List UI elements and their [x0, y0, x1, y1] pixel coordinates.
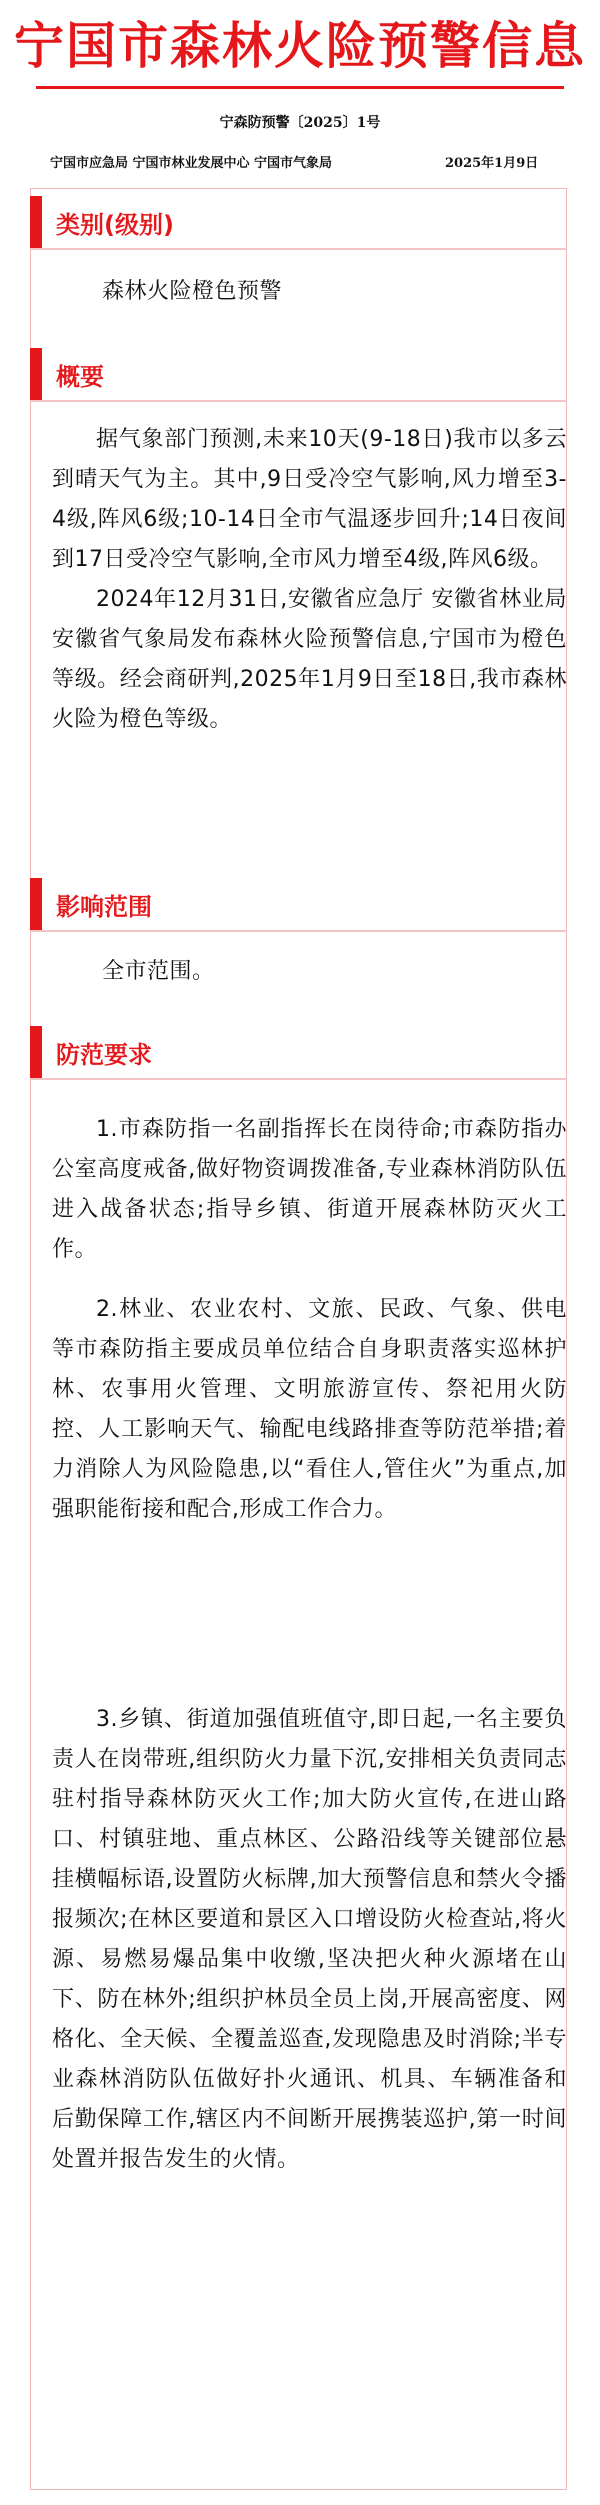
section-header-summary: [30, 348, 567, 402]
section-title: 防范要求: [56, 1041, 152, 1069]
section-title: 概要: [56, 363, 104, 391]
requirement-item-1: 1.市森防指一名副指挥长在岗待命;市森防指办公室高度戒备,做好物资调拨准备,专业森林消防队伍进入战备状态;指导乡镇、街道开展森林防灭火工作。: [52, 1117, 567, 1262]
section-header-requirements: [30, 1026, 567, 1080]
requirement-item-3: 3.乡镇、街道加强值班值守,即日起,一名主要负责人在岗带班,组织防火力量下沉,安排相关负责同志驻村指导森林防灭火工作;加大防火宣传,在进山路口、村镇驻地、重点林区、公路沿线等关键部位悬挂横幅标语,设置防火标牌,加大预警信息和禁火令播报频次;在林区要道和景区入口增设防火检查站,将火源、易燃易爆品集中收缴,坚决把火种火源堵在山下、防在林外;组织护林员全员上岗,开展高密度、网格化、全天候、全覆盖巡查,发现隐患及时消除;半专业森林消防队伍做好扑火通讯、机具、车辆准备和后勤保障工作,辖区内不间断开展携装巡护,第一时间处置并报告发生的火情。: [52, 1707, 567, 2172]
section-title: 影响范围: [56, 893, 152, 921]
issue-date: 2025年1月9日: [445, 156, 539, 171]
issuing-agencies: 宁国市应急局 宁国市林业发展中心 宁国市气象局: [50, 156, 333, 171]
section-marker: [30, 196, 42, 248]
summary-paragraph-2: 2024年12月31日,安徽省应急厅 安徽省林业局 安徽省气象局发布森林火险预警信息,宁国市为橙色等级。经会商研判,2025年1月9日至18日,我市森林火险为橙色等级。: [52, 587, 567, 732]
title-divider: [36, 86, 564, 89]
category-text: 森林火险橙色预警: [102, 279, 283, 304]
section-marker: [30, 878, 42, 930]
document-number: 宁森防预警〔2025〕1号: [219, 115, 381, 131]
section-title: 类别(级别): [56, 211, 174, 239]
scope-text: 全市范围。: [102, 959, 215, 984]
summary-paragraph-1: 据气象部门预测,未来10天(9-18日)我市以多云到晴天气为主。其中,9日受冷空气影响,风力增至3-4级,阵风6级;10-14日全市气温逐步回升;14日夜间到17日受冷空气影响,全市风力增至4级,阵风6级。: [52, 427, 567, 572]
document-title: 宁国市森林火险预警信息: [14, 16, 586, 75]
section-header-scope: [30, 878, 567, 932]
requirement-item-2: 2.林业、农业农村、文旅、民政、气象、供电等市森防指主要成员单位结合自身职责落实巡林护林、农事用火管理、文明旅游宣传、祭祀用火防控、人工影响天气、输配电线路排查等防范举措;着力消除人为风险隐患,以“看住人,管住火”为重点,加强职能衔接和配合,形成工作合力。: [52, 1297, 567, 1522]
section-marker: [30, 1026, 42, 1078]
section-marker: [30, 348, 42, 400]
section-header-category: [30, 196, 567, 250]
